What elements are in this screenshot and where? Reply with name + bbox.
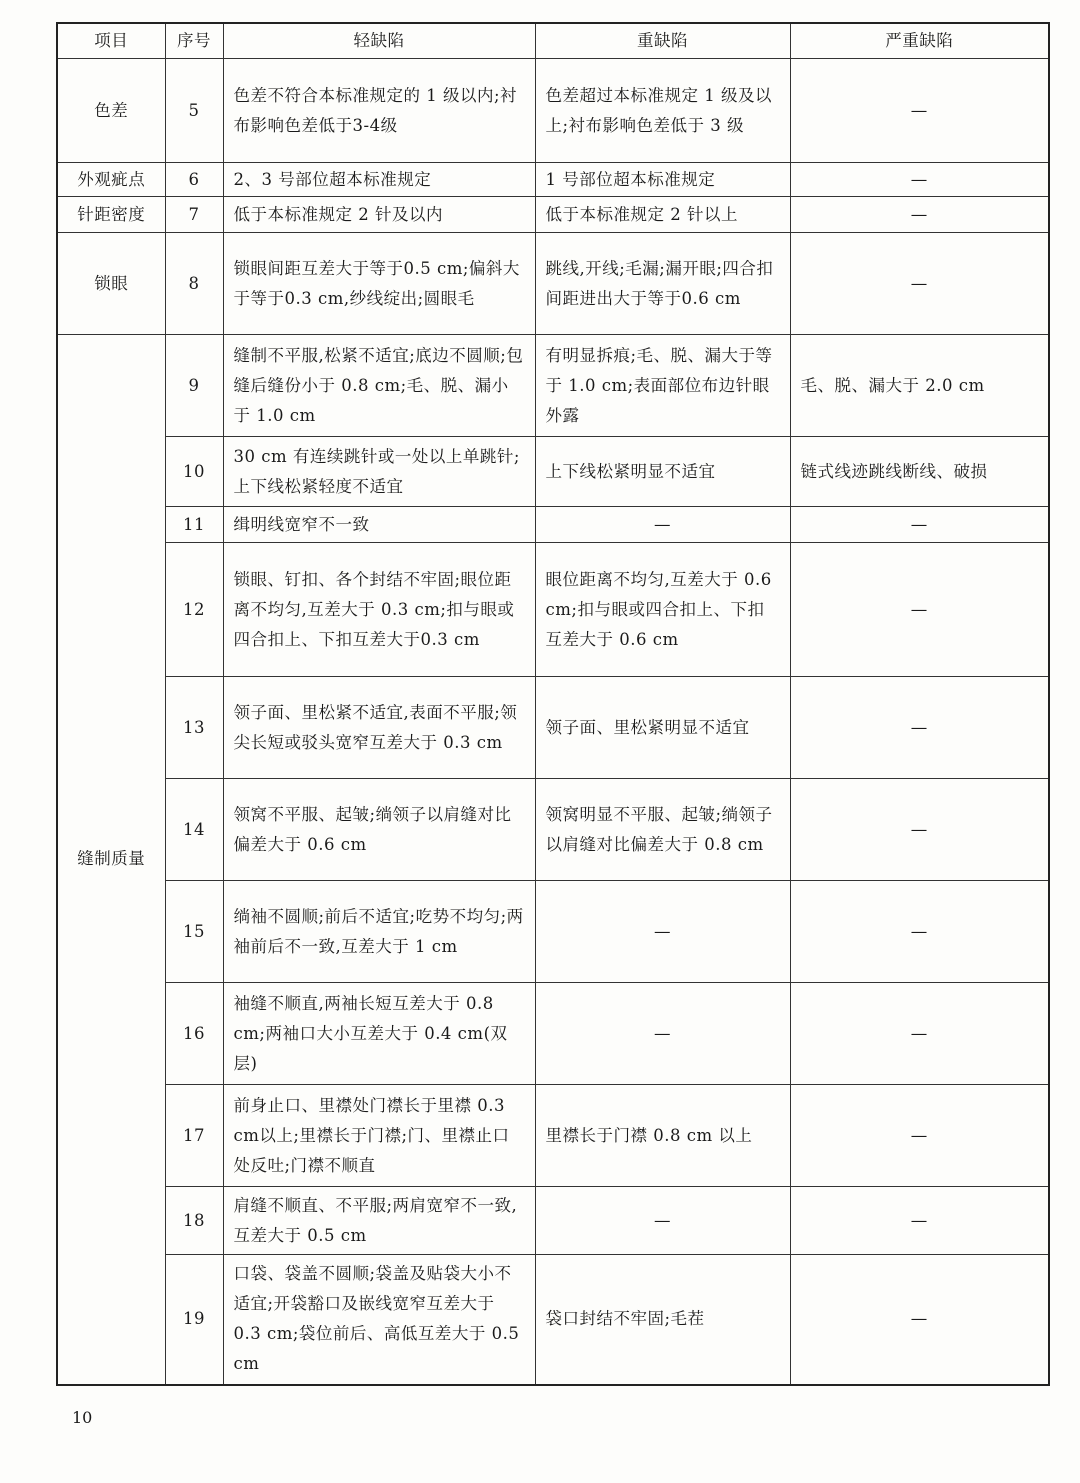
light-defect-cell: 绱袖不圆顺;前后不适宜;吃势不均匀;两袖前后不一致,互差大于 1 cm — [223, 881, 535, 983]
number-cell: 8 — [165, 233, 223, 335]
severe-defect-cell: — — [790, 197, 1049, 233]
heavy-defect-cell: 眼位距离不均匀,互差大于 0.6 cm;扣与眼或四合扣上、下扣互差大于 0.6 cm — [535, 543, 790, 677]
header-item: 项目 — [57, 23, 165, 59]
light-defect-cell: 缉明线宽窄不一致 — [223, 507, 535, 543]
table-header-row — [57, 23, 1049, 59]
table-row — [57, 437, 1049, 507]
header-number: 序号 — [165, 23, 223, 59]
item-cell: 锁眼 — [57, 233, 165, 335]
number-cell: 13 — [165, 677, 223, 779]
severe-defect-cell: — — [790, 677, 1049, 779]
header-heavy-defect: 重缺陷 — [535, 23, 790, 59]
number-cell: 17 — [165, 1085, 223, 1187]
page-number: 10 — [72, 1408, 93, 1427]
table-row — [57, 163, 1049, 197]
severe-defect-cell: — — [790, 779, 1049, 881]
number-cell: 7 — [165, 197, 223, 233]
light-defect-cell: 2、3 号部位超本标准规定 — [223, 163, 535, 197]
item-cell: 针距密度 — [57, 197, 165, 233]
light-defect-cell: 色差不符合本标准规定的 1 级以内;衬布影响色差低于3-4级 — [223, 59, 535, 163]
light-defect-cell: 袖缝不顺直,两袖长短互差大于 0.8 cm;两袖口大小互差大于 0.4 cm(双层) — [223, 983, 535, 1085]
severe-defect-cell: — — [790, 507, 1049, 543]
item-cell: 色差 — [57, 59, 165, 163]
defect-table — [56, 22, 1050, 1386]
number-cell: 16 — [165, 983, 223, 1085]
header-severe-defect: 严重缺陷 — [790, 23, 1049, 59]
table-row — [57, 983, 1049, 1085]
number-cell: 12 — [165, 543, 223, 677]
severe-defect-cell: 链式线迹跳线断线、破损 — [790, 437, 1049, 507]
number-cell: 14 — [165, 779, 223, 881]
severe-defect-cell: 毛、脱、漏大于 2.0 cm — [790, 335, 1049, 437]
number-cell: 10 — [165, 437, 223, 507]
severe-defect-cell: — — [790, 1085, 1049, 1187]
severe-defect-cell: — — [790, 881, 1049, 983]
severe-defect-cell: — — [790, 233, 1049, 335]
light-defect-cell: 缝制不平服,松紧不适宜;底边不圆顺;包缝后缝份小于 0.8 cm;毛、脱、漏小于 1.0 cm — [223, 335, 535, 437]
table-row — [57, 1085, 1049, 1187]
number-cell: 15 — [165, 881, 223, 983]
light-defect-cell: 领窝不平服、起皱;绱领子以肩缝对比偏差大于 0.6 cm — [223, 779, 535, 881]
number-cell: 11 — [165, 507, 223, 543]
table-row — [57, 507, 1049, 543]
table-row — [57, 197, 1049, 233]
heavy-defect-cell: — — [535, 983, 790, 1085]
heavy-defect-cell: 色差超过本标准规定 1 级及以上;衬布影响色差低于 3 级 — [535, 59, 790, 163]
heavy-defect-cell: 1 号部位超本标准规定 — [535, 163, 790, 197]
light-defect-cell: 领子面、里松紧不适宜,表面不平服;领尖长短或驳头宽窄互差大于 0.3 cm — [223, 677, 535, 779]
heavy-defect-cell: 跳线,开线;毛漏;漏开眼;四合扣间距进出大于等于0.6 cm — [535, 233, 790, 335]
heavy-defect-cell: 上下线松紧明显不适宜 — [535, 437, 790, 507]
table-row — [57, 1255, 1049, 1385]
table-row — [57, 779, 1049, 881]
header-light-defect: 轻缺陷 — [223, 23, 535, 59]
number-cell: 18 — [165, 1187, 223, 1255]
severe-defect-cell: — — [790, 163, 1049, 197]
table-row — [57, 233, 1049, 335]
heavy-defect-cell: — — [535, 1187, 790, 1255]
heavy-defect-cell: 袋口封结不牢固;毛茬 — [535, 1255, 790, 1385]
number-cell: 19 — [165, 1255, 223, 1385]
table-row — [57, 59, 1049, 163]
heavy-defect-cell: — — [535, 507, 790, 543]
item-cell: 外观疵点 — [57, 163, 165, 197]
light-defect-cell: 前身止口、里襟处门襟长于里襟 0.3 cm以上;里襟长于门襟;门、里襟止口处反吐;门襟不顺直 — [223, 1085, 535, 1187]
heavy-defect-cell: 领窝明显不平服、起皱;绱领子以肩缝对比偏差大于 0.8 cm — [535, 779, 790, 881]
number-cell: 9 — [165, 335, 223, 437]
light-defect-cell: 低于本标准规定 2 针及以内 — [223, 197, 535, 233]
table-row — [57, 677, 1049, 779]
severe-defect-cell: — — [790, 983, 1049, 1085]
heavy-defect-cell: 里襟长于门襟 0.8 cm 以上 — [535, 1085, 790, 1187]
severe-defect-cell: — — [790, 543, 1049, 677]
severe-defect-cell: — — [790, 1187, 1049, 1255]
heavy-defect-cell: 有明显拆痕;毛、脱、漏大于等于 1.0 cm;表面部位布边针眼外露 — [535, 335, 790, 437]
heavy-defect-cell: 低于本标准规定 2 针以上 — [535, 197, 790, 233]
light-defect-cell: 锁眼、钉扣、各个封结不牢固;眼位距离不均匀,互差大于 0.3 cm;扣与眼或四合扣上、下扣互差大于0.3 cm — [223, 543, 535, 677]
severe-defect-cell: — — [790, 1255, 1049, 1385]
heavy-defect-cell: 领子面、里松紧明显不适宜 — [535, 677, 790, 779]
table-row — [57, 1187, 1049, 1255]
table-row — [57, 543, 1049, 677]
light-defect-cell: 肩缝不顺直、不平服;两肩宽窄不一致,互差大于 0.5 cm — [223, 1187, 535, 1255]
item-cell: 缝制质量 — [57, 335, 165, 1385]
heavy-defect-cell: — — [535, 881, 790, 983]
number-cell: 5 — [165, 59, 223, 163]
table-row — [57, 881, 1049, 983]
table-row — [57, 335, 1049, 437]
light-defect-cell: 口袋、袋盖不圆顺;袋盖及贴袋大小不适宜;开袋豁口及嵌线宽窄互差大于 0.3 cm;袋位前后、高低互差大于 0.5 cm — [223, 1255, 535, 1385]
light-defect-cell: 30 cm 有连续跳针或一处以上单跳针;上下线松紧轻度不适宜 — [223, 437, 535, 507]
light-defect-cell: 锁眼间距互差大于等于0.5 cm;偏斜大于等于0.3 cm,纱线绽出;圆眼毛 — [223, 233, 535, 335]
number-cell: 6 — [165, 163, 223, 197]
severe-defect-cell: — — [790, 59, 1049, 163]
